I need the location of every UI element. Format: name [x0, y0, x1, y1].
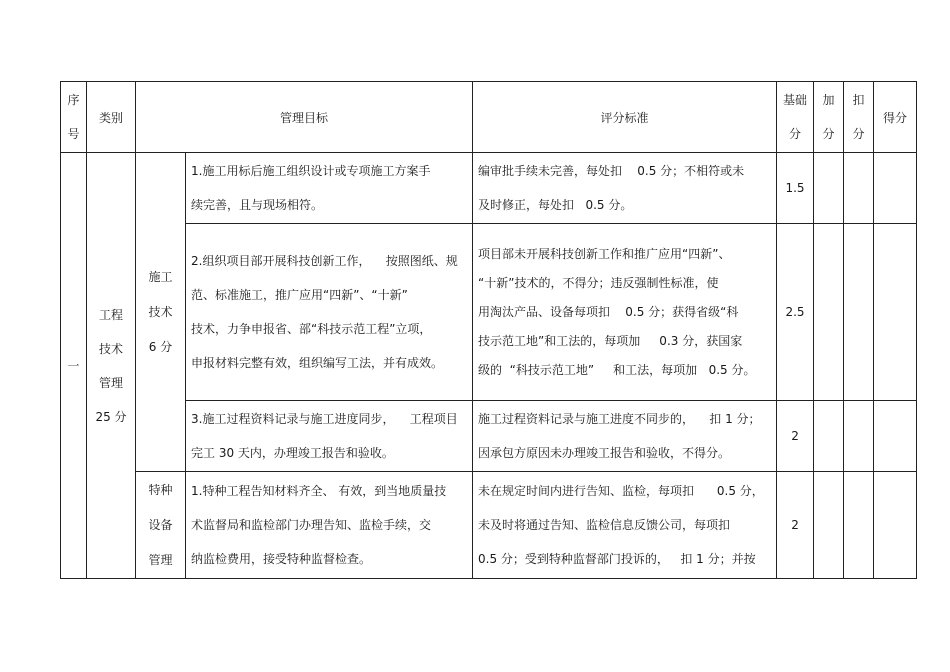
table-row	[61, 153, 917, 224]
header-criteria: 评分标准	[473, 82, 777, 153]
target-cell: 3.施工过程资料记录与施工进度同步， 工程项目 完工 30 天内，办理竣工报告和验收。	[186, 401, 473, 472]
add-score-cell	[814, 224, 844, 401]
header-category: 类别	[87, 82, 136, 153]
add-score-cell	[814, 472, 844, 579]
target-cell: 1.特种工程告知材料齐全、 有效，到当地质量技 术监督局和监检部门办理告知、监检手续，交 纳监检费用，接受特种监督检查。	[186, 472, 473, 579]
table-row	[61, 224, 917, 401]
header-seq: 序 号	[61, 82, 87, 153]
deduct-score-cell	[844, 401, 874, 472]
criteria-cell: 编审批手续未完善，每处扣 0.5 分；不相符或未 及时修正，每处扣 0.5 分。	[473, 153, 777, 224]
scoring-table	[60, 81, 917, 579]
final-score-cell	[874, 153, 917, 224]
final-score-cell	[874, 472, 917, 579]
final-score-cell	[874, 401, 917, 472]
header-base-score: 基础 分	[777, 82, 814, 153]
header-row	[61, 82, 917, 153]
target-cell: 2.组织项目部开展科技创新工作， 按照图纸、规 范、标准施工，推广应用“四新”、“十新” 技术，力争申报省、部“科技示范工程”立项， 申报材料完整有效，组织编写工法，并有成效。	[186, 224, 473, 401]
section-category: 工程 技术 管理 25 分	[87, 153, 136, 579]
deduct-score-cell	[844, 224, 874, 401]
add-score-cell	[814, 153, 844, 224]
group-label: 施工 技术 6 分	[136, 153, 186, 472]
criteria-cell: 施工过程资料记录与施工进度不同步的， 扣 1 分； 因承包方原因未办理竣工报告和验收，不得分。	[473, 401, 777, 472]
base-score-cell: 2	[777, 401, 814, 472]
group-label: 特种 设备 管理	[136, 472, 186, 579]
header-final-score: 得分	[874, 82, 917, 153]
base-score-cell: 2.5	[777, 224, 814, 401]
header-add-score: 加 分	[814, 82, 844, 153]
final-score-cell	[874, 224, 917, 401]
target-cell: 1.施工用标后施工组织设计或专项施工方案手 续完善，且与现场相符。	[186, 153, 473, 224]
table-row	[61, 401, 917, 472]
deduct-score-cell	[844, 153, 874, 224]
base-score-cell: 2	[777, 472, 814, 579]
base-score-cell: 1.5	[777, 153, 814, 224]
add-score-cell	[814, 401, 844, 472]
section-seq: 一	[61, 153, 87, 579]
deduct-score-cell	[844, 472, 874, 579]
criteria-cell: 项目部未开展科技创新工作和推广应用“四新”、 “十新”技术的，不得分；违反强制性标准，使 用淘汰产品、设备每项扣 0.5 分；获得省级“科 技示范工地”和工法的，每项加 0.3 分，获国家 级的 “科技示范工地” 和工法，每项加 0.5 分。	[473, 224, 777, 401]
criteria-cell: 未在规定时间内进行告知、监检，每项扣 0.5 分， 未及时将通过告知、监检信息反馈公司，每项扣 0.5 分；受到特种监督部门投诉的， 扣 1 分；并按	[473, 472, 777, 579]
header-target: 管理目标	[136, 82, 473, 153]
table-row	[61, 472, 917, 579]
header-deduct-score: 扣 分	[844, 82, 874, 153]
